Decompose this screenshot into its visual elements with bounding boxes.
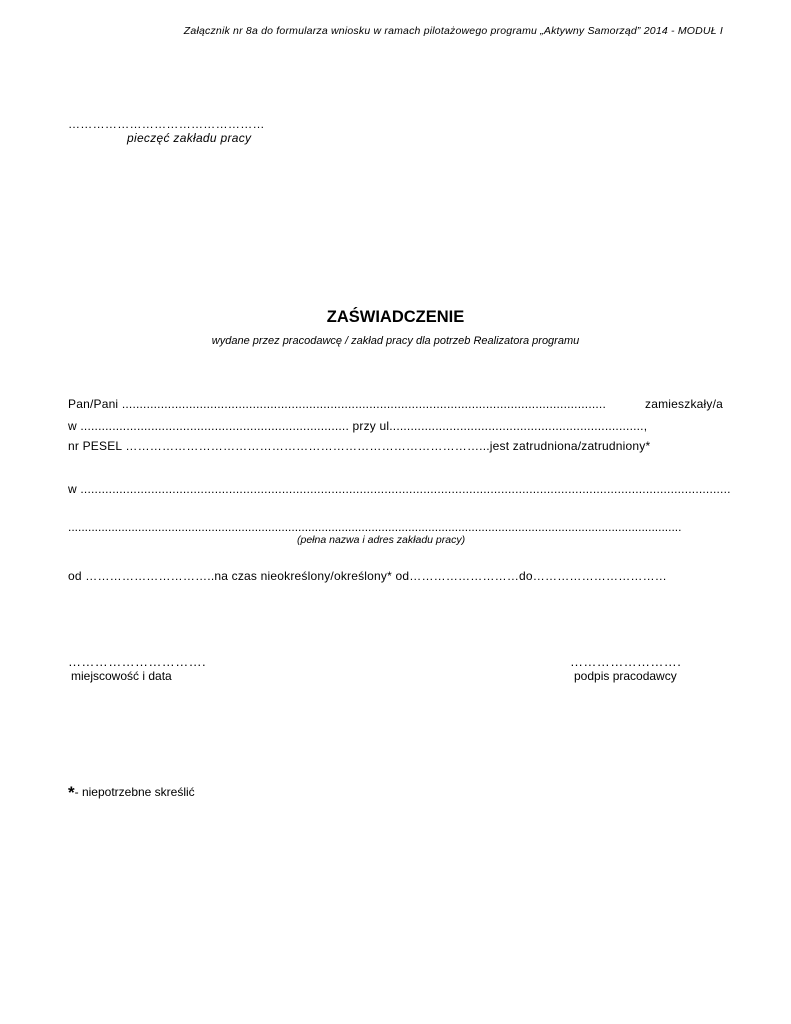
footnote [68, 784, 195, 801]
document-subtitle: wydane przez pracodawcę / zakład pracy dla potrzeb Realizatora programu [211, 335, 580, 347]
employer-caption: (pełna nazwa i adres zakładu pracy) [297, 534, 466, 546]
attachment-note: Załącznik nr 8a do formularza wniosku w ramach pilotażowego programu „Aktywny Samorząd” 2014 - MODUŁ I [183, 25, 723, 37]
residence-label: zamieszkały/a [645, 397, 723, 411]
name-field-line: Pan/Pani ......................................................................................................................................... [68, 397, 606, 411]
footnote-text: - niepotrzebne skreślić [74, 785, 195, 799]
footnote-asterisk: * [68, 783, 75, 802]
employer-signature-label: podpis pracodawcy [574, 669, 677, 683]
document-title: ZAŚWIADCZENIE [326, 308, 465, 326]
employment-period-line: od …………………………..na czas nieokreślony/określony* od………………………do…………………………… [68, 569, 668, 583]
employer-signature-line: ……………………. [570, 654, 682, 669]
employer-field-line: w ........................................................................................................................................................................................ [68, 482, 731, 496]
place-date-label: miejscowość i data [71, 669, 172, 683]
pesel-field-line: nr PESEL ……………………………………………………………………………...jest zatrudniona/zatrudniony* [68, 439, 651, 453]
stamp-label: pieczęć zakładu pracy [127, 131, 252, 145]
employer-address-line: ........................................................................................................................................................................................ [68, 520, 682, 534]
address-field-line: w ............................................................................ przy ul........................................................................, [68, 419, 648, 433]
stamp-line: ………………………………………… [68, 117, 265, 131]
place-date-line: …………………………. [68, 654, 207, 669]
